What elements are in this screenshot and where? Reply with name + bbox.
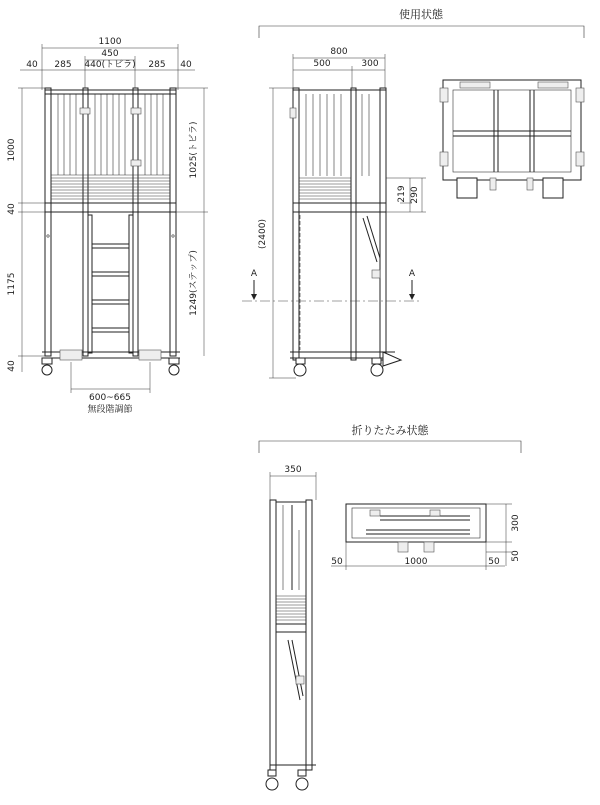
- folded-dim-50-left: 50: [331, 557, 343, 567]
- heading-folded-bracket: [259, 441, 521, 453]
- side-dim-300: 300: [361, 59, 379, 69]
- front-dim-285-left: 285: [54, 60, 72, 70]
- folded-dim-50-right: 50: [488, 557, 500, 567]
- section-mark-a-right: A: [408, 269, 416, 279]
- front-dim-285-right: 285: [148, 60, 166, 70]
- heading-in-use-bracket: [259, 26, 584, 38]
- folded-dim-1000: 1000: [404, 557, 428, 567]
- side-dim-500: 500: [313, 59, 331, 69]
- folded-dim-50-top: 50: [511, 550, 521, 562]
- heading-in-use: 使用状態: [399, 8, 443, 21]
- side-dim-2400: (2400): [258, 219, 268, 249]
- heading-folded: 折りたたみ状態: [351, 424, 429, 437]
- front-dim-450: 450: [101, 49, 119, 59]
- front-dim-1249-step: 1249(ステップ): [189, 250, 199, 316]
- side-dim-800: 800: [330, 47, 348, 57]
- folded-side-view: [266, 465, 316, 790]
- front-dim-adjust-range: 600~665: [89, 393, 131, 403]
- front-adjust-note: 無段階調節: [87, 405, 133, 415]
- section-mark-a-left: A: [250, 269, 258, 279]
- front-dim-40-platform: 40: [7, 203, 17, 215]
- top-view: [440, 80, 584, 198]
- front-dim-1000: 1000: [7, 138, 17, 162]
- side-dim-219: 219: [397, 185, 407, 203]
- side-dim-290: 290: [410, 186, 420, 204]
- front-view: [7, 37, 208, 415]
- front-dim-40-right: 40: [180, 60, 192, 70]
- front-dim-1025-door: 1025(トビラ): [189, 121, 199, 179]
- side-view: [242, 47, 426, 378]
- folded-dim-300: 300: [511, 514, 521, 532]
- folded-dim-350: 350: [284, 465, 302, 475]
- front-dim-40-bottom: 40: [7, 360, 17, 372]
- folded-top-view: [331, 504, 521, 570]
- front-dim-40-left: 40: [26, 60, 38, 70]
- front-dim-1175: 1175: [7, 272, 17, 296]
- front-dim-440-door: 440(トビラ): [84, 60, 136, 70]
- front-dim-1100: 1100: [98, 37, 122, 47]
